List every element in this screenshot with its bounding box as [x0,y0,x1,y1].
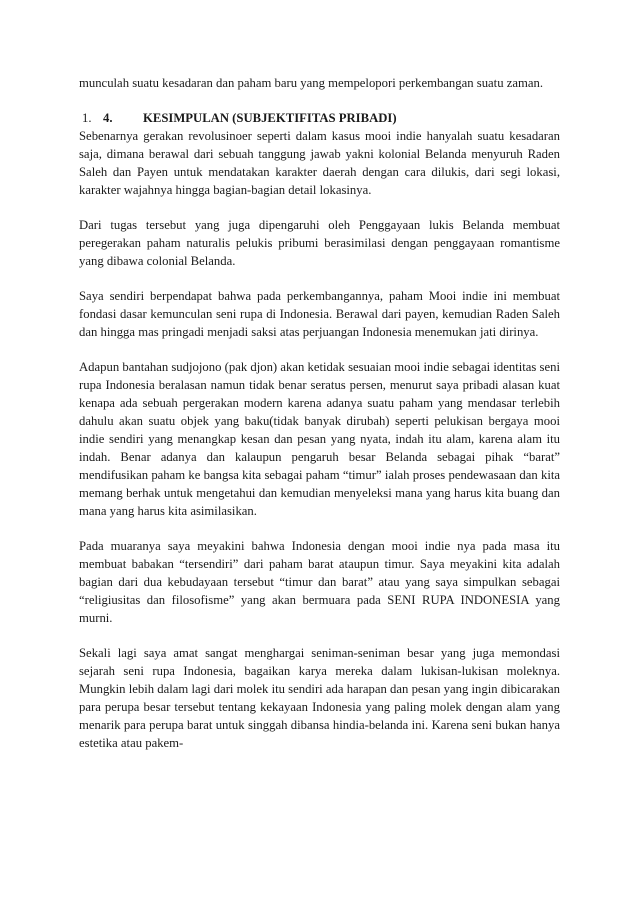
section-heading [79,109,560,127]
paragraph-1: Sebenarnya gerakan revolusinoer seperti dalam kasus mooi indie hanyalah suatu kesadaran saja, dimana berawal dari sebuah tanggung jawab yakni kolonial Belanda menyuruh Raden Saleh dan Payen untuk mendatakan karakter daerah dengan cara dilukis, dari segi lokasi, karakter wajahnya hingga bagian-bagian detail lokasinya. [79,129,560,197]
paragraph-2: Dari tugas tersebut yang juga dipengaruhi oleh Penggayaan lukis Belanda membuat peregerakan paham naturalis pelukis pribumi berasimilasi dengan penggayaan romantisme yang dibawa colonial Belanda. [79,218,560,268]
paragraph-5: Pada muaranya saya meyakini bahwa Indonesia dengan mooi indie nya pada masa itu membuat babakan “tersendiri” dari paham barat ataupun timur. Saya meyakini kita adalah bagian dari dua kebudayaan tersebut “timur dan barat” atau yang saya simpulkan sebagai “religiusitas dan filosofisme” yang akan bermuara pada SENI RUPA INDONESIA yang murni. [79,539,560,625]
heading-list-number: 1. [82,111,92,125]
heading-title: KESIMPULAN (SUBJEKTIFITAS PRIBADI) [143,111,397,125]
intro-paragraph: munculah suatu kesadaran dan paham baru yang mempelopori perkembangan suatu zaman. [79,76,543,90]
document-body [79,74,560,769]
paragraph-6: Sekali lagi saya amat sangat menghargai seniman-seniman besar yang juga memondasi sejarah seni rupa Indonesia, bagaikan karya mereka dalam lukisan-lukisan moleknya. Mungkin lebih dalam lagi dari molek itu sendiri ada harapan dan pesan yang ingin dibicarakan para perupa besar tersebut tentang kekayaan Indonesia yang paling molek dengan alam yang menarik para perupa barat untuk singgah dibansa hindia-belanda ini. Karena seni bukan hanya estetika atau pakem- [79,646,560,750]
paragraph-3: Saya sendiri berpendapat bahwa pada perkembangannya, paham Mooi indie ini membuat fondasi dasar kemunculan seni rupa di Indonesia. Berawal dari payen, kemudian Raden Saleh dan hingga mas pringadi menjadi saksi atas perjuangan Indonesia menemukan jati dirinya. [79,289,560,339]
paragraph-4: Adapun bantahan sudjojono (pak djon) akan ketidak sesuaian mooi indie sebagai identitas seni rupa Indonesia beralasan namun tidak benar seratus persen, menurut saya pribadi alasan kuat kenapa ada sebuah pergerakan modern karena adanya suatu paham yang mendasar terlebih dahulu akan suatu objek yang baku(tidak banyak dirubah) seperti pelukisan bergaya mooi indie sendiri yang menangkap kesan dan pesan yang nyata, indah itu alam, karena alam itu indah. Benar adanya dan kalaupun pengaruh besar Belanda sebagai pihak “barat” mendifusikan paham ke bangsa kita sebagai paham “timur” ialah proses pendewasaan dan kita memang berhak untuk mengetahui dan kemudian menyeleksi mana yang harus kita buang dan mana yang harus kita asimilasikan. [79,360,560,518]
heading-section-number: 4. [103,111,113,125]
